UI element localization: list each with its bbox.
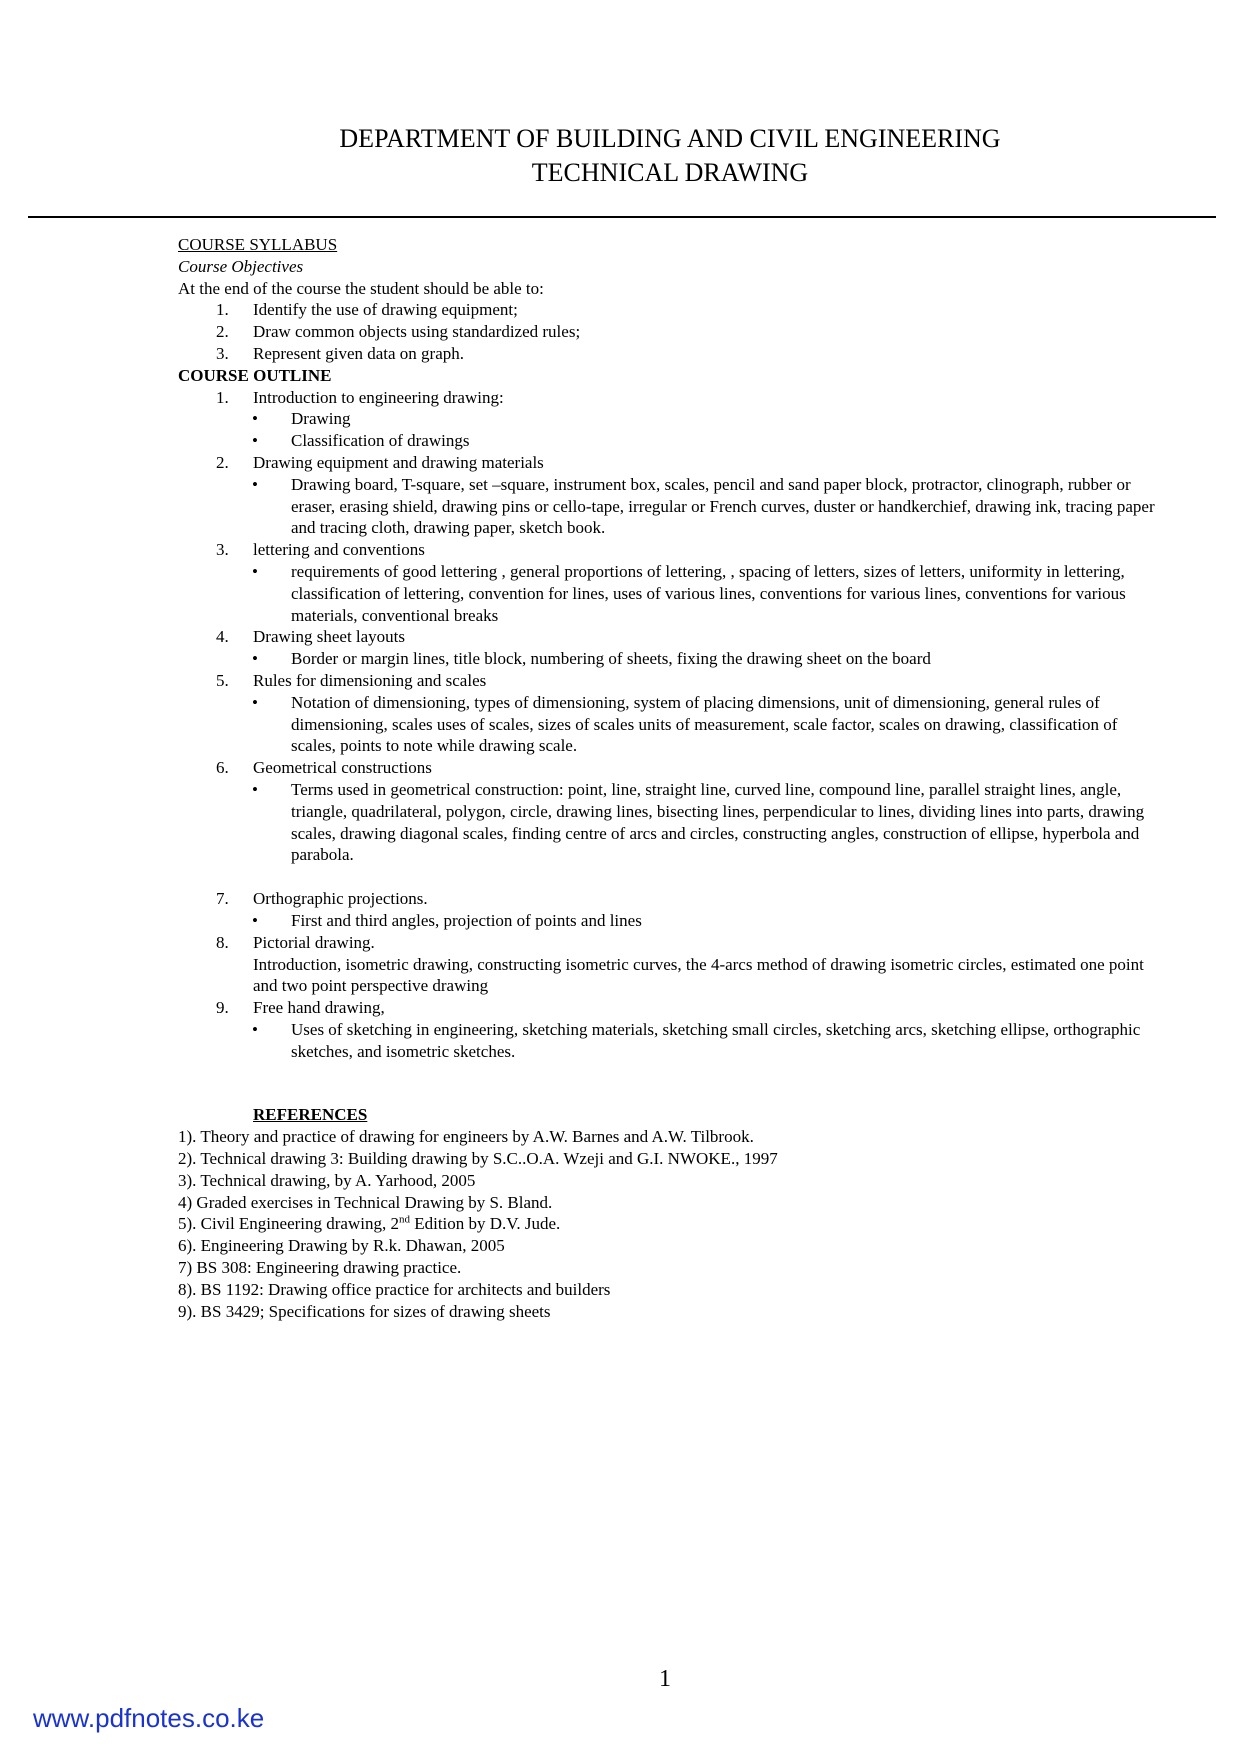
outline-item — [178, 387, 1158, 409]
spacer — [178, 866, 1158, 888]
header-rule — [28, 216, 1216, 218]
outline-heading: COURSE OUTLINE — [178, 365, 332, 385]
reference-item: 1). Theory and practice of drawing for engineers by A.W. Barnes and A.W. Tilbrook. — [178, 1127, 754, 1147]
item-text: lettering and conventions — [253, 540, 425, 560]
objective-item — [178, 321, 1158, 343]
item-number: 9. — [216, 998, 229, 1018]
reference-item — [178, 1213, 1158, 1235]
item-number: 1. — [216, 387, 229, 407]
item-text: Rules for dimensioning and scales — [253, 670, 487, 690]
page-number: 1 — [659, 1666, 671, 1692]
bullet-icon: • — [252, 910, 258, 930]
bullet-icon: • — [252, 409, 258, 429]
outline-item — [178, 670, 1158, 692]
outline-item-note: Introduction, isometric drawing, constructing isometric curves, the 4-arcs method of drawing isometric circles, estimated one point and two point perspective drawing — [253, 954, 1144, 996]
outline-item — [178, 757, 1158, 779]
item-text: Pictorial drawing. — [253, 932, 375, 952]
footer-site-link[interactable]: www.pdfnotes.co.ke — [33, 1703, 265, 1733]
outline-item — [178, 539, 1158, 561]
item-text: Drawing equipment and drawing materials — [253, 452, 544, 472]
outline-bullet — [178, 408, 1158, 430]
document-body — [178, 234, 1158, 1322]
page-title-line-2: TECHNICAL DRAWING — [531, 158, 809, 187]
item-number: 5. — [216, 670, 229, 690]
item-text: Introduction to engineering drawing: — [253, 387, 504, 407]
outline-item — [178, 452, 1158, 474]
outline-bullet — [178, 561, 1158, 626]
page-title-line-1: DEPARTMENT OF BUILDING AND CIVIL ENGINEERING — [339, 124, 1001, 153]
objective-item — [178, 343, 1158, 365]
reference-item: 7) BS 308: Engineering drawing practice. — [178, 1258, 462, 1278]
reference-item: 4) Graded exercises in Technical Drawing by S. Bland. — [178, 1192, 553, 1212]
item-number: 2. — [216, 452, 229, 472]
bullet-icon: • — [252, 1019, 258, 1039]
item-number: 7. — [216, 889, 229, 909]
objectives-heading: Course Objectives — [178, 256, 304, 276]
item-text: Draw common objects using standardized rules; — [253, 322, 581, 342]
item-number: 6. — [216, 758, 229, 778]
bullet-text: Uses of sketching in engineering, sketching materials, sketching small circles, sketching arcs, sketching ellipse, orthographic sketches, and isometric sketches. — [291, 1019, 1141, 1061]
outline-bullet — [178, 474, 1158, 539]
outline-bullet — [178, 779, 1158, 866]
bullet-icon: • — [252, 474, 258, 494]
reference-text: 5). Civil Engineering drawing, 2 — [178, 1214, 399, 1234]
outline-bullet — [178, 430, 1158, 452]
bullet-text: Classification of drawings — [291, 431, 470, 451]
bullet-text: requirements of good lettering , general proportions of lettering, , spacing of letters, sizes of letters, uniformity in lettering, classification of lettering, convention for lines, uses of various lines, conventions for various lines, conventions for various materials, conventional breaks — [291, 561, 1126, 625]
item-text: Represent given data on graph. — [253, 343, 465, 363]
outline-bullet — [178, 1019, 1158, 1063]
bullet-icon: • — [252, 431, 258, 451]
item-text: Orthographic projections. — [253, 889, 428, 909]
item-text: Drawing sheet layouts — [253, 627, 406, 647]
outline-bullet — [178, 648, 1158, 670]
bullet-icon: • — [252, 561, 258, 581]
outline-bullet — [178, 910, 1158, 932]
bullet-text: Notation of dimensioning, types of dimensioning, system of placing dimensions, unit of dimensioning, general rules of dimensioning, scales uses of scales, sizes of scales units of measurement, scale factor, scales on drawing, classification of scales, points to note while drawing scale. — [291, 692, 1118, 756]
superscript: nd — [398, 1213, 410, 1226]
bullet-text: Drawing — [291, 409, 351, 429]
references-heading: REFERENCES — [253, 1105, 368, 1125]
item-number: 4. — [216, 627, 229, 647]
reference-item: 2). Technical drawing 3: Building drawing by S.C..O.A. Wzeji and G.I. NWOKE., 1997 — [178, 1149, 778, 1169]
item-text: Identify the use of drawing equipment; — [253, 300, 518, 320]
item-number: 1. — [216, 300, 229, 320]
reference-item: 3). Technical drawing, by A. Yarhood, 2005 — [178, 1170, 476, 1190]
spacer — [178, 1062, 1158, 1104]
outline-item — [178, 932, 1158, 954]
objective-item — [178, 299, 1158, 321]
outline-item — [178, 626, 1158, 648]
item-number: 3. — [216, 343, 229, 363]
outline-item — [178, 997, 1158, 1019]
reference-item: 6). Engineering Drawing by R.k. Dhawan, 2005 — [178, 1236, 505, 1256]
item-number: 3. — [216, 540, 229, 560]
item-number: 2. — [216, 322, 229, 342]
outline-bullet — [178, 692, 1158, 757]
bullet-text: Terms used in geometrical construction: point, line, straight line, curved line, compound line, parallel straight lines, angle, triangle, quadrilateral, polygon, circle, drawing lines, bisecting lines, perpendicular to lines, dividing lines into parts, drawing scales, drawing diagonal scales, finding centre of arcs and circles, constructing angles, construction of ellipse, hyperbola and parabola. — [291, 779, 1145, 865]
bullet-icon: • — [252, 779, 258, 799]
reference-text: Edition by D.V. Jude. — [409, 1214, 561, 1234]
bullet-icon: • — [252, 649, 258, 669]
item-text: Geometrical constructions — [253, 758, 432, 778]
syllabus-heading: COURSE SYLLABUS — [178, 235, 338, 254]
bullet-icon: • — [252, 692, 258, 712]
bullet-text: Border or margin lines, title block, numbering of sheets, fixing the drawing sheet on the board — [291, 649, 931, 669]
outline-item — [178, 888, 1158, 910]
bullet-text: First and third angles, projection of points and lines — [291, 910, 642, 930]
item-text: Free hand drawing, — [253, 998, 385, 1018]
reference-item: 9). BS 3429; Specifications for sizes of drawing sheets — [178, 1301, 551, 1321]
reference-item: 8). BS 1192: Drawing office practice for architects and builders — [178, 1279, 611, 1299]
item-number: 8. — [216, 932, 229, 952]
objectives-intro: At the end of the course the student should be able to: — [178, 278, 544, 298]
bullet-text: Drawing board, T-square, set –square, instrument box, scales, pencil and sand paper block, protractor, clinograph, rubber or eraser, erasing shield, drawing pins or cello-tape, irregular or French curves, duster or handkerchief, drawing ink, tracing paper and tracing cloth, drawing paper, sketch book. — [291, 474, 1155, 538]
